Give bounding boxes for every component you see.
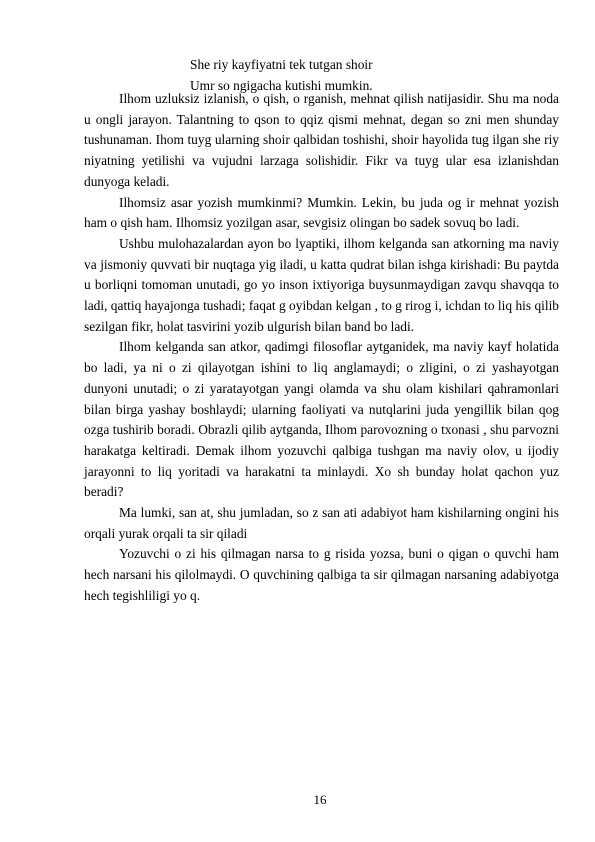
paragraph-4: Ilhom kelganda san atkor, qadimgi filosoflar aytganidek, ma naviy kayf holatida bo ladi, ya ni o zi qilayotgan ishini to liq anglamaydi; o zligini, o zi yashayotgan dunyoni unutadi; o zi yaratayotgan yangi olamda va shu olam kishilari qahramonlari bilan birga yashay boshlaydi; ularning faoliyati va nutqlarini juda yengillik bilan qog ozga tushirib boradi. Obrazli qilib aytganda, Ilhom parovozning o txonasi , shu parvozni harakatga keltiradi. Demak ilhom yozuvchi qalbiga tushgan ma naviy olov, u ijodiy jarayonni to liq yoritadi va harakatni ta minlaydi. Xo sh bunday holat qachon yuz beradi? [84,339,559,500]
paragraph-6: Yozuvchi o zi his qilmagan narsa to g risida yozsa, buni o qigan o quvchi ham hech narsani his qilolmaydi. O quvchining qalbiga ta sir qilmagan narsaning adabiyotga hech tegishliligi yo q. [84,546,559,603]
paragraph-5: Ma lumki, san at, shu jumladan, so z san ati adabiyot ham kishilarning ongini his orqali yurak orqali ta sir qiladi [84,505,559,541]
verse-line-2: Umr so ngigacha kutishi mumkin. [190,78,373,93]
paragraph-1: Ilhom uzluksiz izlanish, o qish, o rganish, mehnat qilish natijasidir. Shu ma noda u ongli jarayon. Talantning to qson to qqiz qismi mehnat, degan so zni men shunday tushunaman. Ihom tuyg ularning shoir qalbidan toshishi, shoir hayolida tug ilgan she riy niyatning yetilishi va vujudni larzaga solishidir. Fikr va tuyg ular esa izlanishdan dunyoga keladi. [84,91,559,189]
paragraph-2: Ilhomsiz asar yozish mumkinmi? Mumkin. Lekin, bu juda og ir mehnat yozish ham o qish ham. Ilhomsiz yozilgan asar, sevgisiz olingan bo sadek sovuq bo ladi. [84,194,559,231]
body-text [84,89,559,607]
page-number: 16 [313,792,327,807]
verse-line-1: She riy kayfiyatni tek tutgan shoir [190,57,373,72]
paragraph-3: Ushbu mulohazalardan ayon bo lyaptiki, ilhom kelganda san atkorning ma naviy va jismoniy quvvati bir nuqtaga yig iladi, u katta qudrat bilan ishga kirishadi: Bu paytda u borliqni tomoman unutadi, go yo inson ixtiyoriga buysunmaydigan zavqu shavqqa to ladi, qattiq hayajonga tushadi; faqat g oyibdan kelgan , to g rirog i, ichdan to liq his qilib sezilgan fikr, holat tasvirini yozib ulgurish bilan band bo ladi. [84,235,559,334]
